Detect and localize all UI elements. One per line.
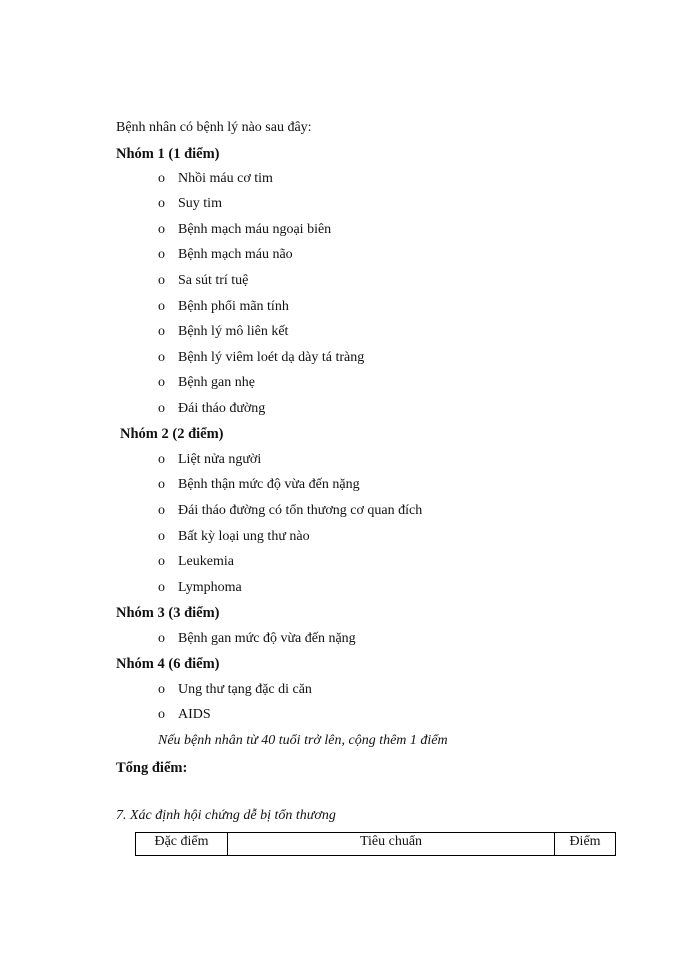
list-item: o Lymphoma bbox=[158, 580, 242, 595]
bullet-icon: o bbox=[158, 529, 165, 544]
bullet-icon: o bbox=[158, 299, 165, 314]
group-2-title: Nhóm 2 (2 điểm) bbox=[120, 426, 224, 442]
list-item: o Bệnh mạch máu ngoại biên bbox=[158, 222, 332, 237]
group-1-title: Nhóm 1 (1 điểm) bbox=[116, 146, 220, 162]
age-bonus-note: Nếu bệnh nhân từ 40 tuổi trở lên, cộng thêm 1 điểm bbox=[158, 733, 448, 748]
list-item: o Bệnh mạch máu não bbox=[158, 247, 293, 262]
group-4-title: Nhóm 4 (6 điểm) bbox=[116, 656, 220, 672]
column-header: Điểm bbox=[555, 833, 616, 856]
bullet-icon: o bbox=[158, 324, 165, 339]
list-item: o Bất kỳ loại ung thư nào bbox=[158, 529, 310, 544]
bullet-icon: o bbox=[158, 580, 165, 595]
section-title: 7. Xác định hội chứng dễ bị tổn thương bbox=[116, 808, 336, 823]
bullet-icon: o bbox=[158, 554, 165, 569]
list-item: o Bệnh gan mức độ vừa đến nặng bbox=[158, 631, 356, 646]
column-header: Tiêu chuẩn bbox=[228, 833, 555, 856]
total-score-label: Tổng điểm: bbox=[116, 760, 188, 776]
bullet-icon: o bbox=[158, 707, 165, 722]
bullet-icon: o bbox=[158, 222, 165, 237]
list-item: o Đái tháo đường bbox=[158, 401, 266, 416]
criteria-table bbox=[135, 832, 616, 856]
list-item: o Bệnh gan nhẹ bbox=[158, 375, 255, 390]
list-item: o Sa sút trí tuệ bbox=[158, 273, 249, 288]
list-item: o Bệnh lý viêm loét dạ dày tá tràng bbox=[158, 350, 365, 365]
column-header: Đặc điểm bbox=[136, 833, 228, 856]
bullet-icon: o bbox=[158, 631, 165, 646]
list-item: o Ung thư tạng đặc di căn bbox=[158, 682, 312, 697]
bullet-icon: o bbox=[158, 477, 165, 492]
bullet-icon: o bbox=[158, 452, 165, 467]
bullet-icon: o bbox=[158, 682, 165, 697]
list-item: o Suy tim bbox=[158, 196, 222, 211]
list-item: o Nhồi máu cơ tim bbox=[158, 171, 273, 186]
list-item: o Đái tháo đường có tổn thương cơ quan đích bbox=[158, 503, 423, 518]
intro-question: Bệnh nhân có bệnh lý nào sau đây: bbox=[116, 120, 312, 135]
bullet-icon: o bbox=[158, 273, 165, 288]
list-item: o Bệnh lý mô liên kết bbox=[158, 324, 289, 339]
list-item: o Bệnh phổi mãn tính bbox=[158, 299, 289, 314]
bullet-icon: o bbox=[158, 171, 165, 186]
bullet-icon: o bbox=[158, 503, 165, 518]
list-item: o Bệnh thận mức độ vừa đến nặng bbox=[158, 477, 360, 492]
list-item: o AIDS bbox=[158, 707, 211, 722]
bullet-icon: o bbox=[158, 350, 165, 365]
group-3-title: Nhóm 3 (3 điểm) bbox=[116, 605, 220, 621]
list-item: o Leukemia bbox=[158, 554, 234, 569]
table-header-row bbox=[136, 833, 616, 856]
bullet-icon: o bbox=[158, 196, 165, 211]
bullet-icon: o bbox=[158, 247, 165, 262]
list-item: o Liệt nửa người bbox=[158, 452, 262, 467]
bullet-icon: o bbox=[158, 401, 165, 416]
bullet-icon: o bbox=[158, 375, 165, 390]
